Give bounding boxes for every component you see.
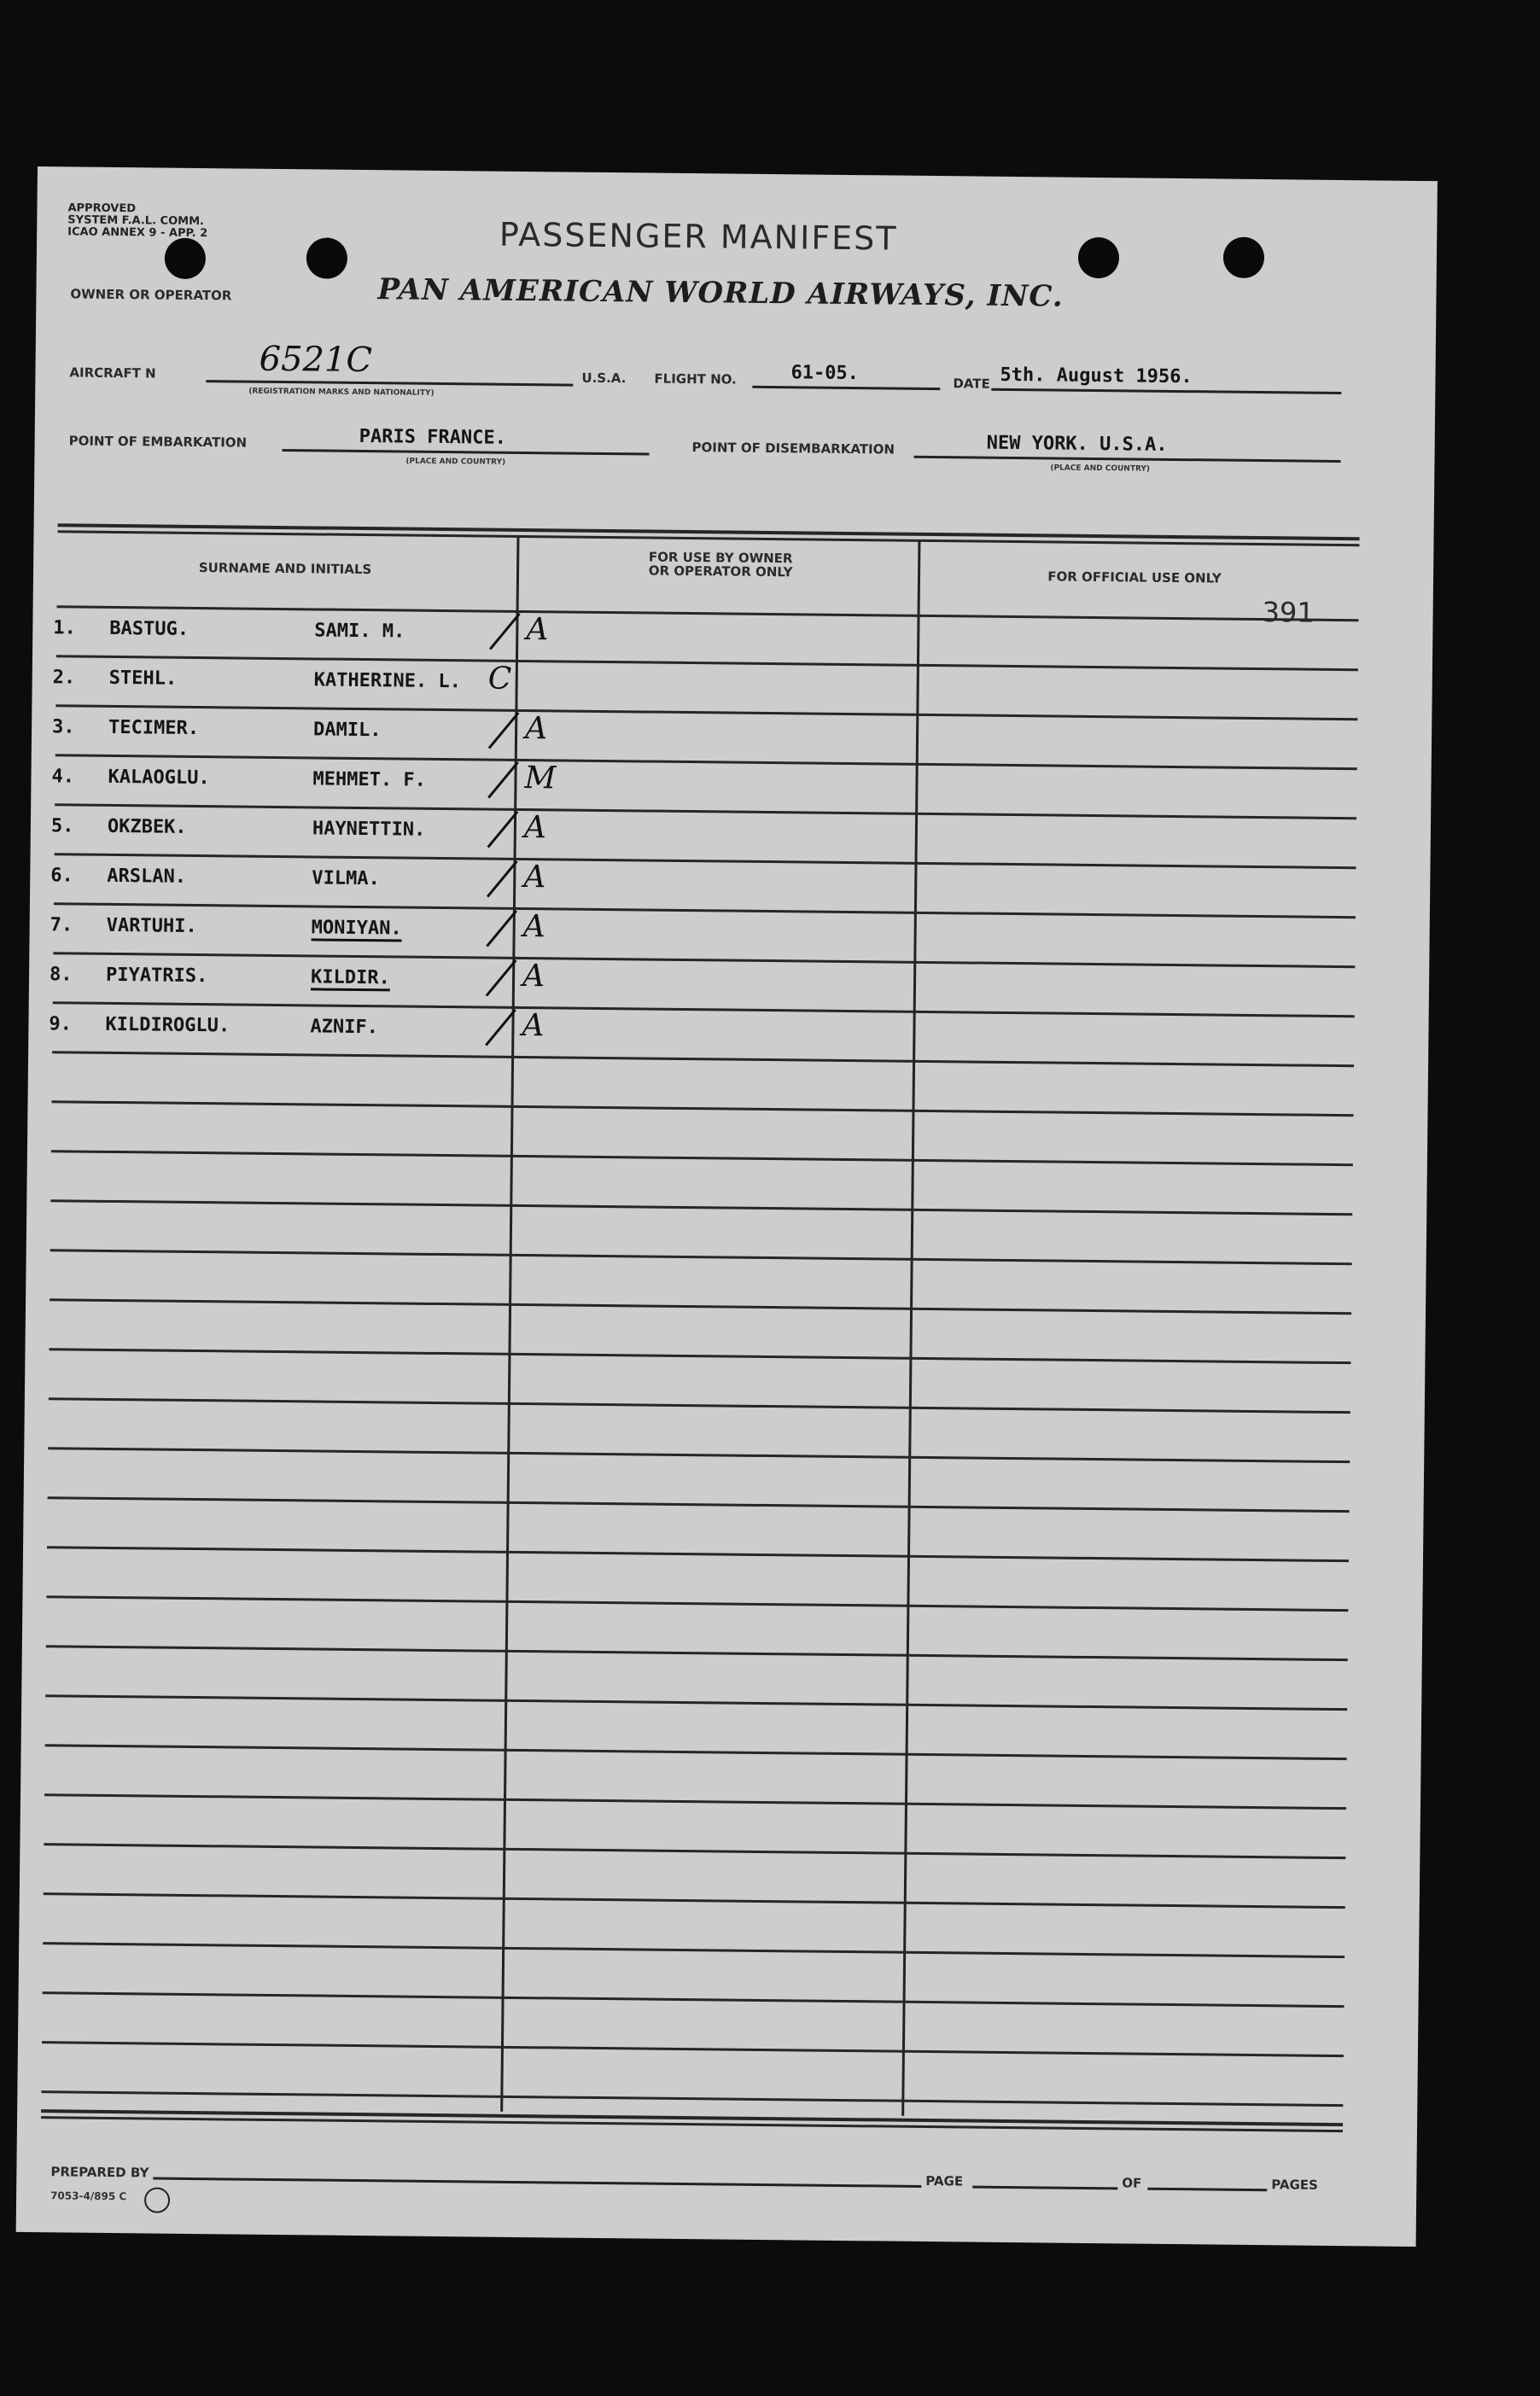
aircraft-label: AIRCRAFT N	[69, 364, 156, 382]
embark-label: POINT OF EMBARKATION	[68, 433, 248, 451]
col-surname-header: SURNAME AND INITIALS	[198, 560, 372, 578]
row-rule	[48, 1447, 1350, 1463]
passenger-given: SAMI. M.	[314, 620, 405, 643]
row-rule	[51, 1150, 1353, 1166]
mark-letter: A	[522, 909, 545, 945]
row-rule	[45, 1694, 1347, 1711]
official-number: 391	[1262, 596, 1315, 629]
approval-line: ICAO ANNEX 9 - APP. 2	[67, 225, 208, 241]
row-number: 2.	[52, 667, 76, 689]
row-rule	[42, 2041, 1344, 2057]
passenger-surname: STEHL.	[108, 667, 178, 690]
row-number: 7.	[50, 914, 73, 936]
passenger-surname: VARTUHI.	[106, 914, 197, 938]
form-code: 7053-4/895 C	[50, 2189, 127, 2203]
handwritten-mark	[485, 609, 605, 661]
flight-label: FLIGHT NO.	[654, 370, 737, 388]
date-label: DATE	[953, 376, 990, 392]
row-number: 1.	[53, 617, 76, 639]
handwritten-mark	[484, 658, 604, 710]
country-label: U.S.A.	[581, 370, 627, 387]
mark-letter: A	[524, 711, 548, 747]
handwritten-mark	[481, 1004, 601, 1056]
col-owner-line: FOR USE BY OWNER	[648, 549, 793, 567]
disembark-value: NEW YORK. U.S.A.	[986, 432, 1168, 456]
row-rule	[44, 1793, 1346, 1810]
of-label: OF	[1122, 2175, 1142, 2191]
row-rule	[47, 1546, 1349, 1562]
mark-letter: C	[487, 661, 512, 697]
passenger-given: MEHMET. F.	[312, 768, 427, 791]
passenger-given: DAMIL.	[312, 719, 382, 742]
row-number: 8.	[49, 964, 73, 986]
mark-letter: A	[523, 860, 546, 895]
row-rule	[46, 1645, 1348, 1661]
passenger-given: VILMA.	[312, 867, 380, 890]
col-official-header: FOR OFFICIAL USE ONLY	[1047, 568, 1222, 586]
row-number: 3.	[51, 716, 75, 738]
carrier-name: PAN AMERICAN WORLD AIRWAYS, INC.	[377, 272, 1064, 314]
passenger-given: MONIYAN.	[312, 917, 402, 941]
row-number: 5.	[50, 815, 74, 837]
approval-line: SYSTEM F.A.L. COMM.	[67, 213, 205, 229]
disembark-sub: (PLACE AND COUNTRY)	[1050, 463, 1151, 474]
row-rule	[49, 1397, 1350, 1414]
aircraft-sub: (REGISTRATION MARKS AND NATIONALITY)	[248, 387, 435, 398]
date-value: 5th. August 1956.	[1000, 364, 1193, 388]
row-rule	[45, 1744, 1347, 1760]
handwritten-mark	[483, 807, 604, 859]
passenger-surname: KILDIROGLU.	[105, 1013, 230, 1037]
flight-value: 61-05.	[790, 362, 860, 385]
col-owner-header	[520, 549, 921, 580]
handwritten-mark	[483, 757, 604, 809]
row-number: 6.	[50, 865, 73, 887]
passenger-given: HAYNETTIN.	[312, 818, 426, 841]
row-rule	[43, 1942, 1345, 1958]
row-rule	[44, 1892, 1345, 1909]
passenger-surname: PIYATRIS.	[105, 964, 208, 988]
passenger-given: AZNIF.	[310, 1016, 379, 1039]
row-rule	[50, 1249, 1352, 1265]
mark-letter: A	[526, 612, 549, 648]
row-rule	[43, 1991, 1345, 2008]
passenger-given: KATHERINE. L.	[313, 669, 462, 693]
row-rule	[46, 1595, 1348, 1612]
passenger-surname: ARSLAN.	[107, 865, 187, 888]
mark-letter: M	[524, 761, 557, 796]
passenger-surname: KALAOGLU.	[108, 766, 210, 790]
owner-label: OWNER OR OPERATOR	[70, 286, 232, 304]
row-number: 9.	[49, 1013, 73, 1035]
mark-letter: A	[522, 1007, 545, 1044]
embark-value: PARIS FRANCE.	[359, 425, 507, 449]
row-rule	[49, 1348, 1350, 1364]
row-rule	[44, 1843, 1345, 1859]
pages-label: PAGES	[1271, 2177, 1319, 2193]
form-title: PASSENGER MANIFEST	[499, 215, 898, 258]
row-rule	[41, 2090, 1343, 2107]
page-label: PAGE	[925, 2173, 964, 2189]
passenger-surname: BASTUG.	[109, 617, 190, 640]
row-rule	[50, 1199, 1352, 1215]
union-seal-icon	[144, 2187, 170, 2212]
passenger-surname: OKZBEK.	[107, 815, 187, 838]
mark-letter: A	[523, 810, 547, 846]
handwritten-mark	[481, 954, 602, 1006]
passenger-given: KILDIR.	[311, 966, 390, 991]
handwritten-mark	[481, 906, 602, 958]
mark-letter: A	[522, 959, 545, 994]
disembark-label: POINT OF DISEMBARKATION	[691, 440, 895, 458]
aircraft-value: 6521C	[259, 339, 373, 381]
row-number: 4.	[51, 766, 75, 788]
passenger-surname: TECIMER.	[108, 716, 200, 740]
handwritten-mark	[482, 856, 603, 908]
col-owner-line: OR OPERATOR ONLY	[648, 563, 793, 580]
embark-sub: (PLACE AND COUNTRY)	[405, 457, 506, 467]
row-rule	[50, 1298, 1351, 1315]
row-rule	[48, 1496, 1350, 1513]
row-rules	[38, 166, 1438, 181]
row-rule	[52, 1100, 1354, 1116]
handwritten-mark	[484, 708, 604, 760]
approval-line: APPROVED	[67, 201, 137, 216]
prepared-label: PREPARED BY	[50, 2164, 149, 2181]
manifest-sheet	[16, 166, 1438, 2247]
